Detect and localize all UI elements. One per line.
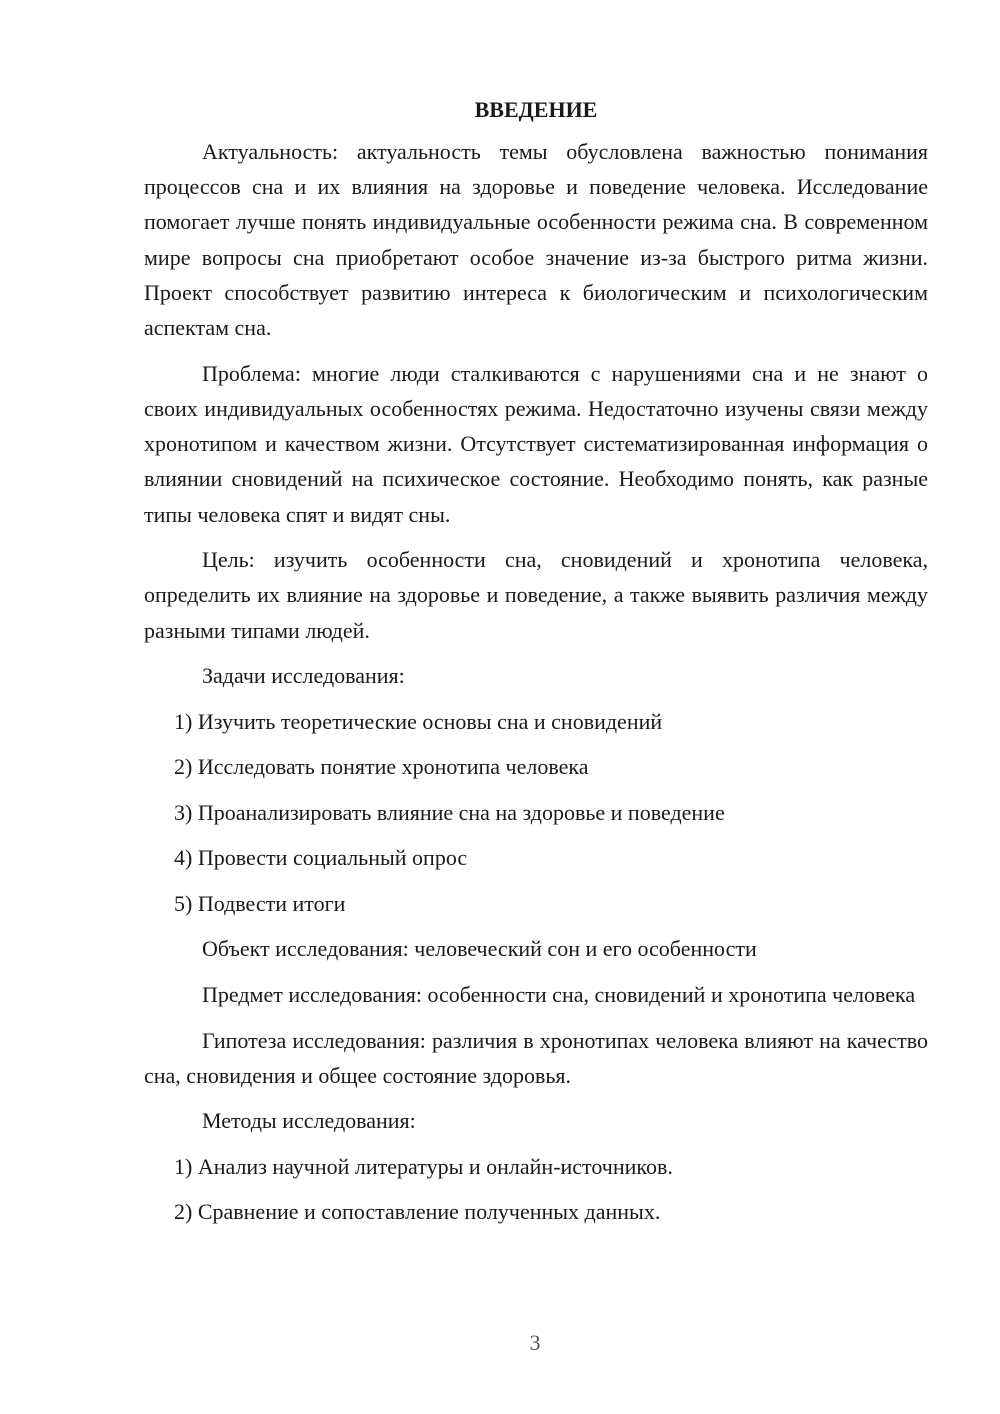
list-item: 5) Подвести итоги	[174, 890, 346, 916]
tasks-heading: Задачи исследования:	[202, 663, 405, 689]
document-page	[144, 92, 928, 1240]
tasks-list	[144, 704, 928, 921]
list-item: 2) Исследовать понятие хронотипа человека	[174, 754, 589, 780]
list-item: 4) Провести социальный опрос	[174, 845, 468, 871]
list-item: 3) Проанализировать влияние сна на здоровье и поведение	[174, 799, 725, 825]
problem-paragraph: Проблема: многие люди сталкиваются с нарушениями сна и не знают о своих индивидуальных особенностях режима. Недостаточно изучены связи между хронотипом и качеством жизни. Отсутствует систематизированная информация о влиянии сновидений на психическое состояние. Необходимо понять, как разные типы человека спят и видят сны.	[144, 360, 928, 527]
page-number: 3	[529, 1330, 541, 1355]
relevance-paragraph: Актуальность: актуальность темы обусловлена важностью понимания процессов сна и их влияния на здоровье и поведение человека. Исследование помогает лучше понять индивидуальные особенности режима сна. В современном мире вопросы сна приобретают особое значение из-за быстрого ритма жизни. Проект способствует развитию интереса к биологическим и психологическим аспектам сна.	[144, 139, 928, 341]
subject-paragraph: Предмет исследования: особенности сна, сновидений и хронотипа человека	[202, 981, 916, 1007]
goal-paragraph: Цель: изучить особенности сна, сновидений и хронотипа человека, определить их влияние на здоровье и поведение, а также выявить различия между разными типами людей.	[144, 547, 928, 643]
list-item: 1) Анализ научной литературы и онлайн-источников.	[174, 1153, 673, 1179]
hypothesis-paragraph: Гипотеза исследования: различия в хронотипах человека влияют на качество сна, сновидения и общее состояние здоровья.	[144, 1027, 928, 1088]
methods-heading: Методы исследования:	[202, 1108, 416, 1134]
list-item: 2) Сравнение и сопоставление полученных данных.	[174, 1199, 661, 1225]
methods-list	[144, 1149, 928, 1230]
page-title: ВВЕДЕНИЕ	[474, 97, 598, 122]
list-item: 1) Изучить теоретические основы сна и сновидений	[174, 708, 663, 734]
object-paragraph: Объект исследования: человеческий сон и его особенности	[202, 936, 757, 962]
